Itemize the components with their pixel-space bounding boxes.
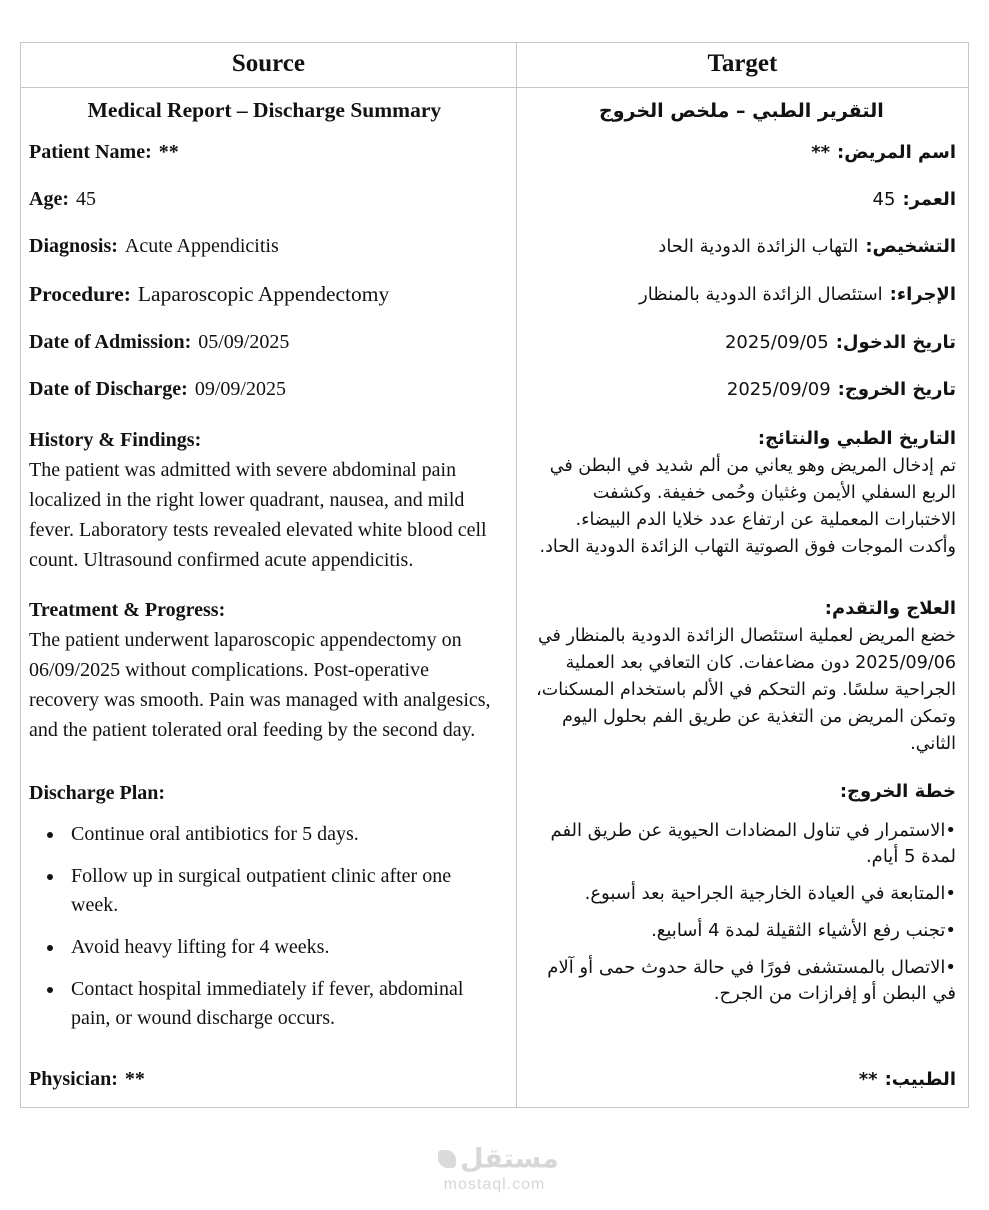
section-row-discharge-plan bbox=[21, 766, 969, 1054]
patient-name-en bbox=[21, 129, 517, 176]
field-value: ** bbox=[811, 142, 831, 163]
section-body: خضع المريض لعملية استئصال الزائدة الدودية بالمنظار في 2025/09/06 دون مضاعفات. كان التعافي بعد العملية الجراحية سلسًا. وتم التحكم في الألم باستخدام المسكنات، وتمكن المريض من التغذية عن طريق الفم بحلول اليوم الثاني. bbox=[536, 626, 956, 754]
field-label: الإجراء: bbox=[889, 284, 956, 305]
field-value: 2025/09/05 bbox=[724, 332, 829, 353]
history-findings-ar bbox=[516, 413, 968, 583]
discharge-plan-list-en bbox=[29, 820, 500, 1033]
field-row-date-of-admission bbox=[21, 319, 969, 366]
field-value: استئصال الزائدة الدودية بالمنظار bbox=[639, 284, 883, 305]
discharge-date-ar bbox=[516, 366, 968, 413]
treatment-progress-en bbox=[21, 583, 517, 766]
treatment-progress-ar bbox=[516, 583, 968, 766]
field-label: التشخيص: bbox=[865, 236, 956, 257]
field-value: التهاب الزائدة الدودية الحاد bbox=[658, 236, 859, 257]
section-body: The patient underwent laparoscopic appendectomy on 06/09/2025 without complications. Post-operative recovery was smooth. Pain was managed with analgesics, and the patient tolerated oral feeding by the second day. bbox=[29, 629, 491, 741]
field-row-diagnosis bbox=[21, 223, 969, 270]
physician-en bbox=[21, 1054, 517, 1108]
field-value: 09/09/2025 bbox=[194, 378, 286, 400]
watermark-logo-row bbox=[0, 1144, 989, 1174]
field-label: تاريخ الخروج: bbox=[837, 379, 956, 400]
field-value: 2025/09/09 bbox=[726, 379, 831, 400]
section-body: The patient was admitted with severe abdominal pain localized in the right lower quadrant, nausea, and mild fever. Laboratory tests revealed elevated white blood cell count. Ultrasound confirmed acute appendicitis. bbox=[29, 459, 487, 571]
field-label: Date of Discharge: bbox=[29, 378, 188, 400]
document-title-row bbox=[21, 88, 969, 130]
procedure-en bbox=[21, 270, 517, 319]
discharge-plan-item: • الاتصال بالمستشفى فورًا في حالة حدوث حمى أو آلام في البطن أو إفرازات من الجرح. bbox=[527, 955, 956, 1007]
document-title-ar: التقرير الطبي – ملخص الخروج bbox=[599, 99, 884, 122]
watermark-domain: mostaql.com bbox=[443, 1176, 546, 1193]
diagnosis-ar bbox=[516, 223, 968, 270]
discharge-date-en bbox=[21, 366, 517, 413]
mostaql-logo-icon bbox=[438, 1150, 456, 1168]
field-value: Acute Appendicitis bbox=[124, 235, 279, 257]
discharge-plan-list-ar bbox=[527, 818, 956, 1007]
translation-table bbox=[20, 42, 969, 1108]
field-row-procedure bbox=[21, 270, 969, 319]
discharge-plan-item: • Follow up in surgical outpatient clinic after one week. bbox=[65, 862, 500, 920]
section-heading: History & Findings: bbox=[29, 429, 202, 451]
field-label: الطبيب: bbox=[884, 1069, 956, 1090]
section-heading: خطة الخروج: bbox=[839, 781, 956, 802]
age-ar bbox=[516, 176, 968, 223]
field-value: Laparoscopic Appendectomy bbox=[137, 282, 390, 306]
field-value: 05/09/2025 bbox=[198, 331, 290, 353]
section-body: تم إدخال المريض وهو يعاني من ألم شديد في البطن في الربع السفلي الأيمن وغثيان وحُمى خفيفة. وكشفت الاختبارات المعملية عن ارتفاع عدد خلايا الدم البيضاء. وأكدت الموجات فوق الصوتية التهاب الزائدة الدودية الحاد. bbox=[539, 456, 956, 557]
section-row-history-findings bbox=[21, 413, 969, 583]
field-label: Diagnosis: bbox=[29, 235, 118, 257]
source-column-header: Source bbox=[21, 43, 517, 88]
admission-date-ar bbox=[516, 319, 968, 366]
field-label: Patient Name: bbox=[29, 141, 152, 163]
discharge-plan-item: • Contact hospital immediately if fever, abdominal pain, or wound discharge occurs. bbox=[65, 975, 500, 1033]
patient-name-ar bbox=[516, 129, 968, 176]
discharge-plan-item: • المتابعة في العيادة الخارجية الجراحية بعد أسبوع. bbox=[527, 881, 956, 907]
procedure-ar bbox=[516, 270, 968, 319]
field-row-age bbox=[21, 176, 969, 223]
field-value: 45 bbox=[75, 188, 96, 210]
history-findings-en bbox=[21, 413, 517, 583]
discharge-plan-ar bbox=[516, 766, 968, 1054]
field-value: 45 bbox=[872, 189, 896, 210]
field-label: اسم المريض: bbox=[837, 142, 956, 163]
section-row-treatment-progress bbox=[21, 583, 969, 766]
field-label: تاريخ الدخول: bbox=[835, 332, 956, 353]
document-title-en: Medical Report – Discharge Summary bbox=[21, 88, 517, 130]
discharge-plan-item: • Continue oral antibiotics for 5 days. bbox=[65, 820, 500, 849]
section-heading: العلاج والتقدم: bbox=[824, 598, 956, 619]
mostaql-watermark bbox=[0, 1144, 989, 1196]
section-heading: التاريخ الطبي والنتائج: bbox=[757, 428, 956, 449]
age-en bbox=[21, 176, 517, 223]
physician-ar bbox=[516, 1054, 968, 1108]
field-value: ** bbox=[158, 141, 179, 163]
header-row bbox=[21, 43, 969, 88]
section-heading: Discharge Plan: bbox=[29, 782, 166, 804]
field-value: ** bbox=[124, 1068, 145, 1090]
target-column-header: Target bbox=[516, 43, 968, 88]
admission-date-en bbox=[21, 319, 517, 366]
field-label: Procedure: bbox=[29, 282, 131, 306]
field-label: Age: bbox=[29, 188, 69, 210]
diagnosis-en bbox=[21, 223, 517, 270]
discharge-plan-item: • Avoid heavy lifting for 4 weeks. bbox=[65, 933, 500, 962]
field-label: Physician: bbox=[29, 1068, 118, 1090]
field-row-patient-name bbox=[21, 129, 969, 176]
field-label: العمر: bbox=[902, 189, 956, 210]
field-row-date-of-discharge bbox=[21, 366, 969, 413]
section-heading: Treatment & Progress: bbox=[29, 599, 226, 621]
discharge-plan-en bbox=[21, 766, 517, 1054]
watermark-name: مستقل bbox=[460, 1143, 559, 1174]
field-row-physician bbox=[21, 1054, 969, 1108]
field-value: ** bbox=[858, 1069, 878, 1090]
field-label: Date of Admission: bbox=[29, 331, 192, 353]
discharge-plan-item: • الاستمرار في تناول المضادات الحيوية عن طريق الفم لمدة 5 أيام. bbox=[527, 818, 956, 870]
discharge-plan-item: • تجنب رفع الأشياء الثقيلة لمدة 4 أسابيع. bbox=[527, 918, 956, 944]
